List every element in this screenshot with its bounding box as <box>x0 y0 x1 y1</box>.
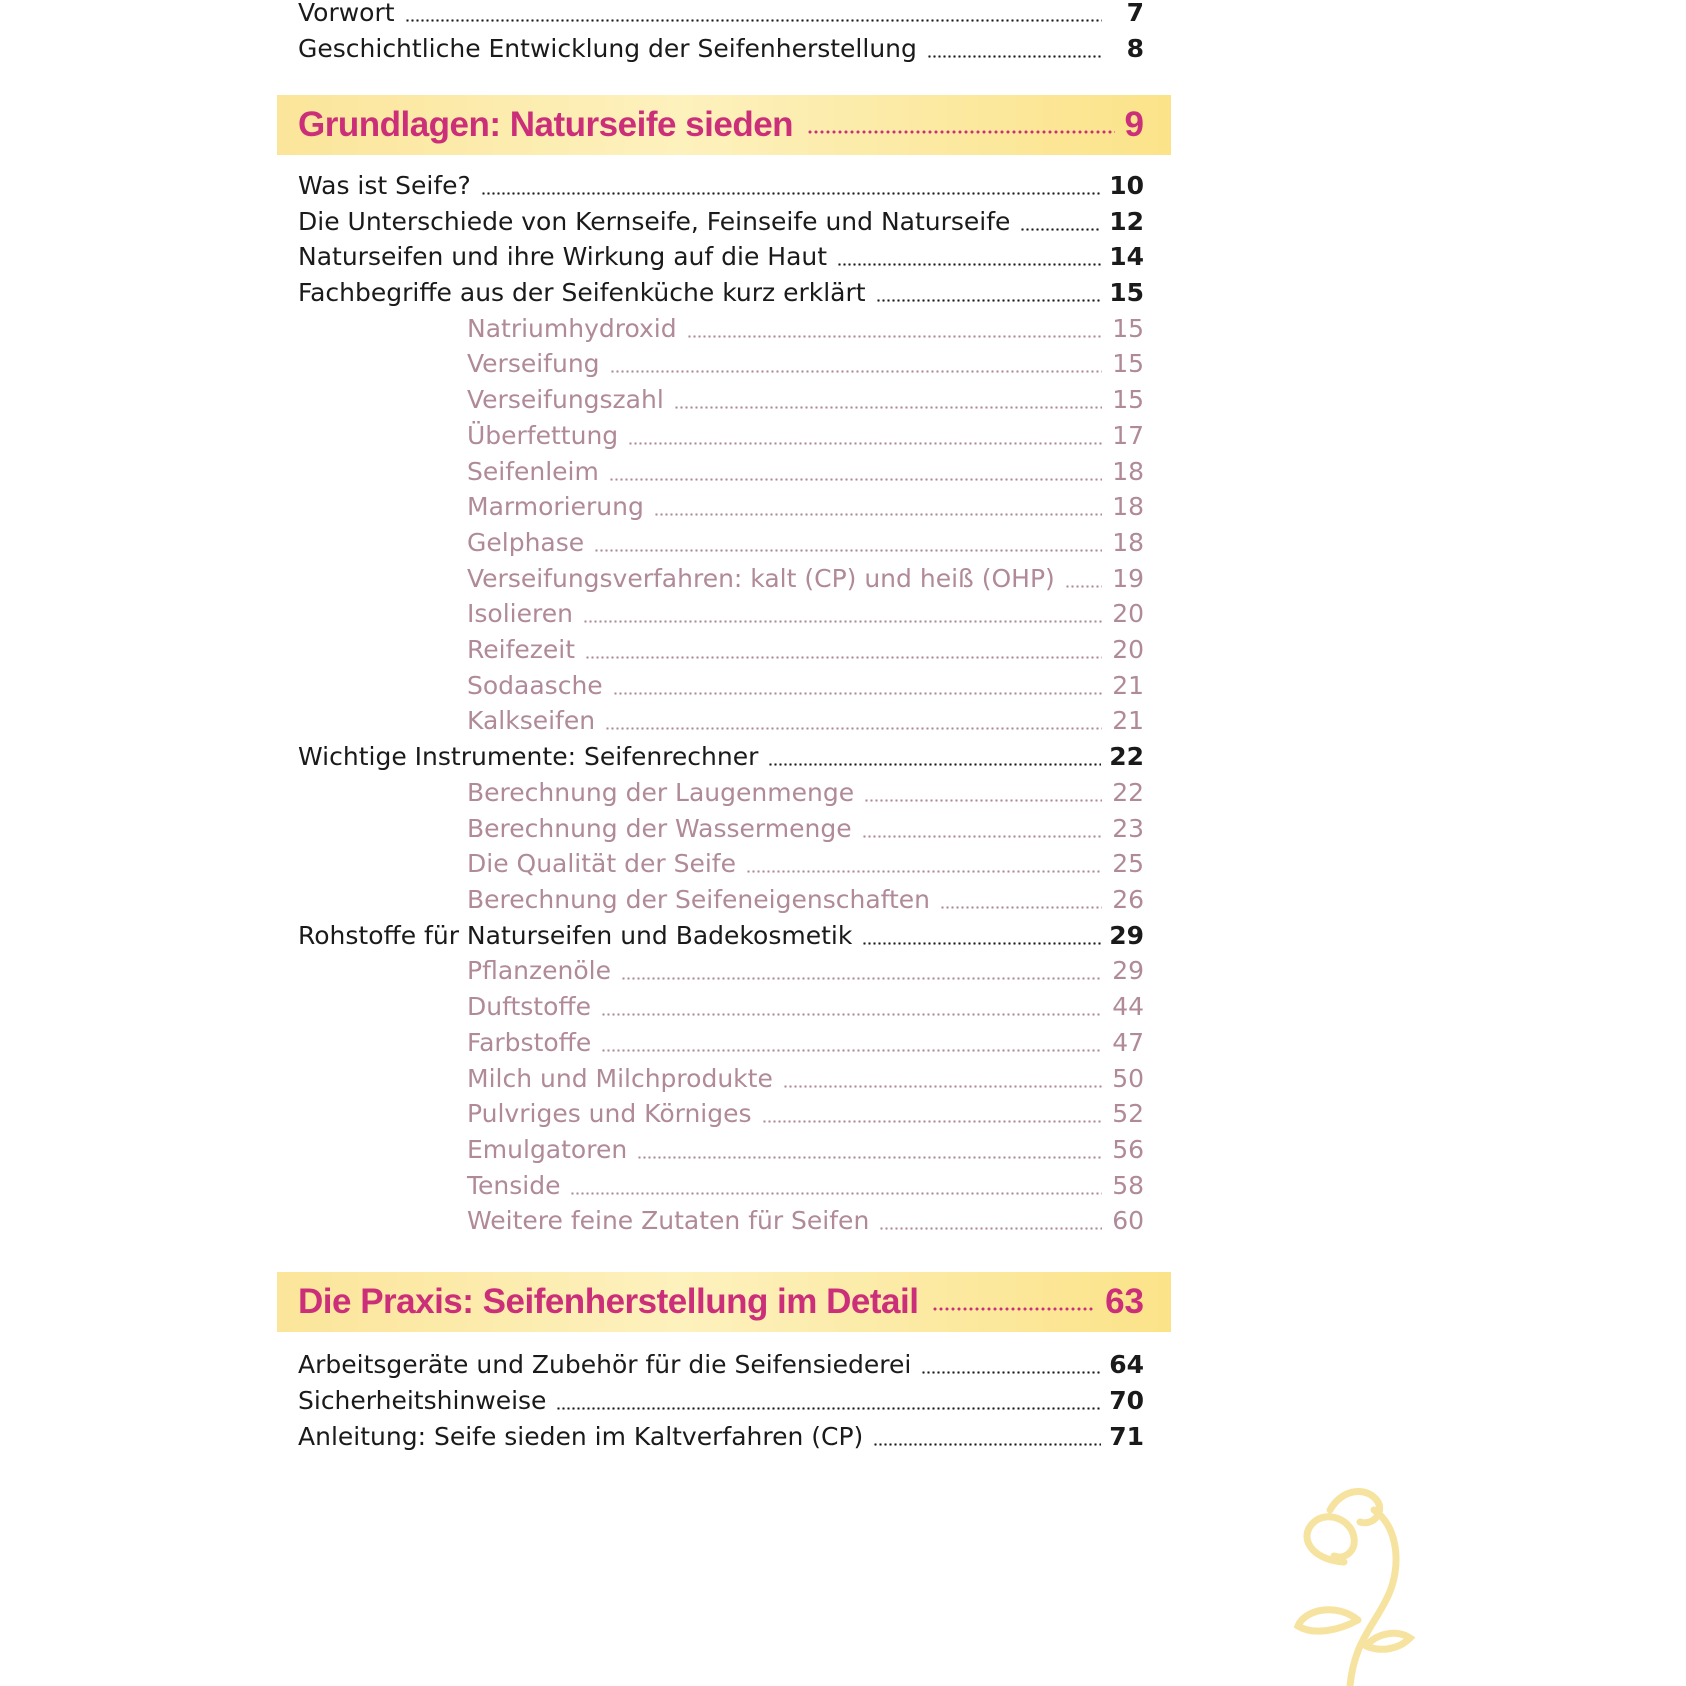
toc-subentry[interactable] <box>467 312 1144 346</box>
toc-entry-page: 15 <box>1109 278 1144 307</box>
toc-entry-page: 71 <box>1109 1422 1144 1451</box>
dot-leader <box>1020 228 1101 231</box>
toc-subentry[interactable] <box>467 776 1144 810</box>
toc-entry-title: Berechnung der Laugenmenge <box>467 778 855 807</box>
toc-entry-title: Gelphase <box>467 528 585 557</box>
toc-entry-page: 21 <box>1112 671 1144 700</box>
dot-leader <box>879 1227 1102 1230</box>
toc-entry[interactable] <box>298 205 1144 239</box>
dot-leader <box>605 727 1102 730</box>
toc-entry-title: Kalkseifen <box>467 706 596 735</box>
toc-entry-page: 22 <box>1109 742 1144 771</box>
chapter-heading-praxis[interactable] <box>277 1272 1171 1332</box>
toc-entry-page: 10 <box>1109 171 1144 200</box>
toc-entry[interactable] <box>298 276 1144 310</box>
toc-entry-title: Geschichtliche Entwicklung der Seifenherstellung <box>298 34 917 63</box>
toc-entry-page: 29 <box>1112 956 1144 985</box>
toc-entry-title: Sicherheitshinweise <box>298 1386 547 1415</box>
toc-entry-title: Seifenleim <box>467 457 599 486</box>
dot-leader <box>1065 585 1102 588</box>
toc-subentry[interactable] <box>467 990 1144 1024</box>
toc-entry-page: 14 <box>1109 242 1144 271</box>
toc-entry-page: 44 <box>1112 992 1144 1021</box>
toc-entry-page: 23 <box>1112 814 1144 843</box>
dot-leader <box>637 1156 1102 1159</box>
toc-entry[interactable] <box>298 1420 1144 1454</box>
toc-subentry[interactable] <box>467 704 1144 738</box>
toc-entry-title: Verseifungszahl <box>467 385 664 414</box>
dot-leader <box>940 906 1102 909</box>
toc-entry-page: 20 <box>1112 599 1144 628</box>
dot-leader <box>864 799 1102 802</box>
toc-entry-title: Duftstoffe <box>467 992 591 1021</box>
toc-entry-page: 70 <box>1109 1386 1144 1415</box>
toc-entry-vorwort[interactable] <box>298 0 1144 30</box>
toc-entry-title: Natriumhydroxid <box>467 314 677 343</box>
toc-subentry[interactable] <box>467 490 1144 524</box>
toc-entry-title: Reifezeit <box>467 635 576 664</box>
toc-entry-title: Was ist Seife? <box>298 171 471 200</box>
toc-entry[interactable] <box>298 740 1144 774</box>
toc-entry-page: 26 <box>1112 885 1144 914</box>
dot-leader <box>594 549 1102 552</box>
toc-subentry[interactable] <box>467 419 1144 453</box>
dot-leader <box>927 55 1102 58</box>
toc-entry[interactable] <box>298 169 1144 203</box>
toc-entry-page: 12 <box>1109 207 1144 236</box>
dot-leader <box>768 763 1101 766</box>
toc-subentry[interactable] <box>467 1169 1144 1203</box>
dot-leader <box>405 19 1102 22</box>
toc-entry-title: Fachbegriffe aus der Seifenküche kurz erklärt <box>298 278 866 307</box>
dot-leader <box>609 478 1102 481</box>
dot-leader <box>585 656 1102 659</box>
dot-leader <box>601 1013 1102 1016</box>
toc-entry-title: Pulvriges und Körniges <box>467 1099 752 1128</box>
toc-entry-page: 21 <box>1112 706 1144 735</box>
toc-entry-title: Isolieren <box>467 599 573 628</box>
toc-entry-page: 60 <box>1112 1206 1144 1235</box>
chapter-page: 9 <box>1124 105 1144 144</box>
dot-leader <box>610 370 1102 373</box>
toc-entry-title: Marmorierung <box>467 492 644 521</box>
chapter-heading-grundlagen[interactable] <box>277 95 1171 155</box>
toc-entry-page: 18 <box>1112 528 1144 557</box>
toc-entry-title: Vorwort <box>298 0 395 27</box>
toc-entry-title: Tenside <box>467 1171 561 1200</box>
toc-subentry[interactable] <box>467 1026 1144 1060</box>
toc-entry-title: Berechnung der Wassermenge <box>467 814 852 843</box>
toc-entry-page: 52 <box>1112 1099 1144 1128</box>
toc-entry[interactable] <box>298 240 1144 274</box>
toc-entry-page: 58 <box>1112 1171 1144 1200</box>
dot-leader <box>613 692 1102 695</box>
toc-entry-title: Emulgatoren <box>467 1135 628 1164</box>
dot-leader <box>674 406 1102 409</box>
dot-leader <box>628 442 1102 445</box>
toc-subentry[interactable] <box>467 954 1144 988</box>
toc-subentry[interactable] <box>467 526 1144 560</box>
dot-leader <box>570 1192 1102 1195</box>
toc-entry[interactable] <box>298 919 1144 953</box>
toc-subentry[interactable] <box>467 455 1144 489</box>
dot-leader <box>601 1049 1102 1052</box>
toc-entry-title: Die Unterschiede von Kernseife, Feinseife und Naturseife <box>298 207 1011 236</box>
toc-entry-title: Berechnung der Seifeneigenschaften <box>467 885 931 914</box>
dot-leader <box>762 1120 1102 1123</box>
dot-leader <box>873 1443 1101 1446</box>
dot-leader <box>807 130 1114 134</box>
toc-subentry[interactable] <box>467 1062 1144 1096</box>
dot-leader <box>556 1407 1101 1410</box>
toc-subentry[interactable] <box>467 1204 1144 1238</box>
toc-entry-page: 64 <box>1109 1350 1144 1379</box>
toc-entry-title: Sodaasche <box>467 671 603 700</box>
dot-leader <box>481 192 1101 195</box>
toc-entry-page: 15 <box>1112 314 1144 343</box>
toc-subentry[interactable] <box>467 812 1144 846</box>
chapter-page: 63 <box>1105 1282 1144 1321</box>
toc-entry-page: 56 <box>1112 1135 1144 1164</box>
toc-entry-page: 15 <box>1112 385 1144 414</box>
toc-subentry[interactable] <box>467 597 1144 631</box>
toc-entry-page: 8 <box>1126 34 1144 63</box>
dot-leader <box>687 335 1102 338</box>
toc-entry-title: Überfettung <box>467 421 619 450</box>
dot-leader <box>876 299 1102 302</box>
dot-leader <box>654 513 1102 516</box>
toc-entry-title: Farbstoffe <box>467 1028 592 1057</box>
flower-ornament-icon <box>1270 1470 1430 1686</box>
toc-entry-title: Die Qualität der Seife <box>467 849 736 878</box>
dot-leader <box>921 1371 1101 1374</box>
toc-entry-page: 22 <box>1112 778 1144 807</box>
dot-leader <box>746 870 1102 873</box>
toc-entry-page: 15 <box>1112 349 1144 378</box>
toc-entry-page: 17 <box>1112 421 1144 450</box>
toc-entry-title: Verseifungsverfahren: kalt (CP) und heiß (OHP) <box>467 564 1055 593</box>
toc-entry-title: Arbeitsgeräte und Zubehör für die Seifensiederei <box>298 1350 912 1379</box>
toc-subentry[interactable] <box>467 562 1144 596</box>
dot-leader <box>862 835 1102 838</box>
dot-leader <box>583 620 1102 623</box>
toc-entry-page: 18 <box>1112 457 1144 486</box>
toc-entry-title: Weitere feine Zutaten für Seifen <box>467 1206 870 1235</box>
toc-entry[interactable] <box>298 1384 1144 1418</box>
toc-entry-title: Anleitung: Seife sieden im Kaltverfahren (CP) <box>298 1422 864 1451</box>
toc-entry-page: 7 <box>1126 0 1144 27</box>
toc-entry-page: 18 <box>1112 492 1144 521</box>
toc-entry-page: 47 <box>1112 1028 1144 1057</box>
toc-entry-title: Pflanzenöle <box>467 956 611 985</box>
toc-entry-page: 25 <box>1112 849 1144 878</box>
toc-entry-title: Rohstoffe für Naturseifen und Badekosmetik <box>298 921 853 950</box>
toc-entry-page: 20 <box>1112 635 1144 664</box>
dot-leader <box>932 1307 1095 1311</box>
toc-subentry[interactable] <box>467 669 1144 703</box>
chapter-title: Grundlagen: Naturseife sieden <box>298 105 794 144</box>
dot-leader <box>621 977 1102 980</box>
toc-subentry[interactable] <box>467 883 1144 917</box>
toc-entry-page: 50 <box>1112 1064 1144 1093</box>
toc-subentry[interactable] <box>467 347 1144 381</box>
toc-subentry[interactable] <box>467 633 1144 667</box>
dot-leader <box>783 1085 1102 1088</box>
toc-subentry[interactable] <box>467 1097 1144 1131</box>
toc-entry-title: Milch und Milchprodukte <box>467 1064 773 1093</box>
dot-leader <box>862 942 1101 945</box>
toc-entry[interactable] <box>298 1348 1144 1382</box>
toc-entry-page: 29 <box>1109 921 1144 950</box>
toc-subentry[interactable] <box>467 1133 1144 1167</box>
dot-leader <box>837 263 1101 266</box>
toc-entry-title: Wichtige Instrumente: Seifenrechner <box>298 742 759 771</box>
chapter-title: Die Praxis: Seifenherstellung im Detail <box>298 1282 919 1321</box>
toc-subentry[interactable] <box>467 847 1144 881</box>
toc-entry-page: 19 <box>1112 564 1144 593</box>
toc-entry-geschichte[interactable] <box>298 32 1144 66</box>
toc-entry-title: Verseifung <box>467 349 600 378</box>
toc-entry-title: Naturseifen und ihre Wirkung auf die Haut <box>298 242 828 271</box>
toc-subentry[interactable] <box>467 383 1144 417</box>
